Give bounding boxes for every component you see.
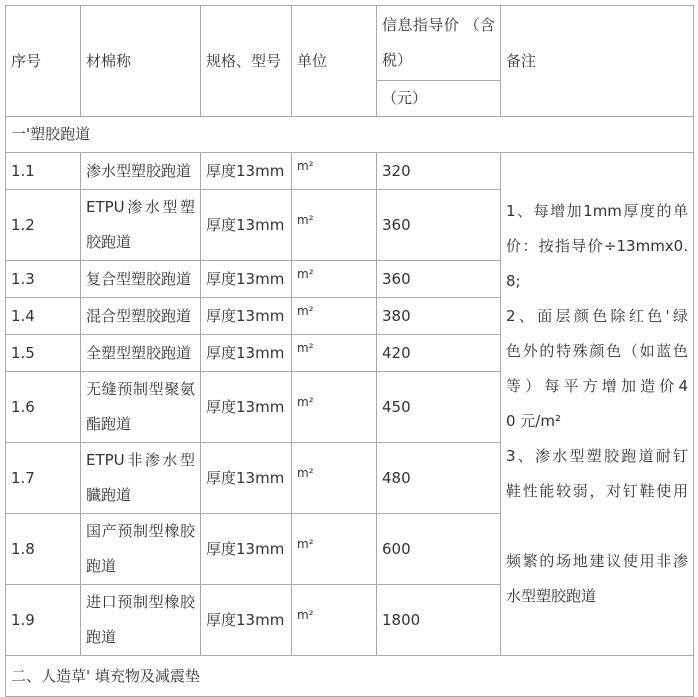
section-cell [6, 656, 694, 697]
material-name-cell [81, 298, 201, 335]
header-price-unit-cell [377, 81, 501, 117]
row-number: 1.8 [11, 539, 35, 558]
note-line: 鞋性能较弱，对钉鞋使用 [506, 482, 688, 500]
row-number: 1.1 [11, 161, 35, 180]
price: 600 [382, 539, 411, 558]
price-cell [377, 261, 501, 298]
row-number-cell [6, 190, 81, 261]
header-note-cell [501, 6, 694, 117]
price: 360 [382, 269, 411, 288]
spec-cell [201, 153, 292, 190]
note-line: 频繁的场地建议使用非渗 [506, 552, 688, 570]
header-note: 备注 [506, 51, 537, 70]
notes-cell [501, 153, 694, 656]
material-name-cell [81, 335, 201, 372]
spec-cell [201, 585, 292, 656]
material-name: 胶跑道 [86, 233, 132, 251]
spec: 厚度13mm [206, 539, 285, 558]
material-name: 无缝预制型聚氨 [86, 380, 195, 398]
material-name: 混合型塑胶跑道 [86, 306, 192, 325]
table-row [6, 153, 694, 190]
header-spec: 规格、型号 [206, 51, 282, 70]
price-cell [377, 514, 501, 585]
header-price-line1: 信息指导价 （含 [382, 16, 495, 34]
material-name: 进口预制型橡胶 [86, 593, 195, 611]
price-table [5, 5, 694, 697]
price-cell [377, 190, 501, 261]
spec: 厚度13mm [206, 306, 285, 325]
unit-cell [292, 298, 377, 335]
material-name: 渗水型塑胶跑道 [86, 161, 192, 180]
row-number: 1.9 [11, 610, 35, 629]
note-line: 2、面层颜色除红色'绿 [506, 307, 688, 325]
unit-cell [292, 335, 377, 372]
unit: m² [297, 466, 314, 480]
price-cell [377, 153, 501, 190]
price: 380 [382, 306, 411, 325]
header-price-line2: 税） [382, 51, 413, 69]
spec-cell [201, 335, 292, 372]
header-no-cell [6, 6, 81, 117]
note-spacer [506, 509, 688, 544]
unit: m² [297, 341, 314, 355]
material-name: 臓跑道 [86, 486, 132, 504]
spec-cell [201, 190, 292, 261]
material-name-cell [81, 261, 201, 298]
unit: m² [297, 395, 314, 409]
header-price-unit: （元） [382, 89, 428, 107]
price: 1800 [382, 610, 421, 629]
section-cell [6, 117, 694, 153]
material-name: 跑道 [86, 557, 117, 575]
note-line: 8; [506, 272, 521, 290]
unit: m² [297, 537, 314, 551]
header-unit: 单位 [297, 51, 328, 70]
material-name: 复合型塑胶跑道 [86, 269, 192, 288]
header-name-cell [81, 6, 201, 117]
spec-cell [201, 261, 292, 298]
note-line: 等）每平方增加造价4 [506, 377, 688, 395]
row-number: 1.7 [11, 468, 35, 487]
spec: 厚度13mm [206, 397, 285, 416]
note-line: 价：按指导价÷13mmx0. [506, 237, 688, 255]
spec-cell [201, 372, 292, 443]
header-name: 材棉称 [86, 51, 132, 70]
header-unit-cell [292, 6, 377, 117]
row-number-cell [6, 372, 81, 443]
material-name: 酯跑道 [86, 415, 132, 433]
spec: 厚度13mm [206, 269, 285, 288]
material-name-cell [81, 190, 201, 261]
row-number: 1.6 [11, 397, 35, 416]
unit-cell [292, 372, 377, 443]
row-number: 1.5 [11, 343, 35, 362]
price-cell [377, 443, 501, 514]
price-cell [377, 298, 501, 335]
material-name-cell [81, 585, 201, 656]
section-row [6, 117, 694, 153]
unit: m² [297, 608, 314, 622]
spec: 厚度13mm [206, 468, 285, 487]
unit: m² [297, 159, 314, 173]
row-number: 1.2 [11, 215, 35, 234]
price: 450 [382, 397, 411, 416]
price-cell [377, 335, 501, 372]
material-name: 国产预制型橡胶 [86, 522, 195, 540]
note-line: 水型塑胶跑道 [506, 587, 597, 605]
material-name: ETPU渗水型塑 [86, 198, 195, 216]
header-row [6, 6, 694, 81]
row-number-cell [6, 443, 81, 514]
spec-cell [201, 514, 292, 585]
unit-cell [292, 443, 377, 514]
section-title: 二、人造草' 填充物及减震垫 [11, 666, 200, 685]
header-no: 序号 [11, 51, 42, 70]
row-number: 1.3 [11, 269, 35, 288]
material-name-cell [81, 443, 201, 514]
price-cell [377, 372, 501, 443]
spec-cell [201, 443, 292, 514]
price: 480 [382, 468, 411, 487]
unit-cell [292, 261, 377, 298]
material-name: 全塑型塑胶跑道 [86, 343, 192, 362]
spec-cell [201, 298, 292, 335]
unit: m² [297, 213, 314, 227]
row-number-cell [6, 261, 81, 298]
unit-cell [292, 514, 377, 585]
material-name-cell [81, 372, 201, 443]
row-number-cell [6, 298, 81, 335]
note-line: 1、每增加1mm厚度的单 [506, 202, 688, 220]
unit-cell [292, 190, 377, 261]
header-price-cell [377, 6, 501, 81]
price-cell [377, 585, 501, 656]
section-row [6, 656, 694, 697]
spec: 厚度13mm [206, 343, 285, 362]
material-name-cell [81, 514, 201, 585]
unit-cell [292, 153, 377, 190]
unit: m² [297, 267, 314, 281]
row-number-cell [6, 335, 81, 372]
material-name-cell [81, 153, 201, 190]
price: 360 [382, 215, 411, 234]
spec: 厚度13mm [206, 161, 285, 180]
row-number-cell [6, 514, 81, 585]
spec: 厚度13mm [206, 610, 285, 629]
spec: 厚度13mm [206, 215, 285, 234]
unit-cell [292, 585, 377, 656]
header-spec-cell [201, 6, 292, 117]
material-name: ETPU非渗水型 [86, 451, 195, 469]
note-line: 色外的特殊颜色（如蓝色 [506, 342, 688, 360]
note-line: 3、渗水型塑胶跑道耐钉 [506, 447, 688, 465]
row-number-cell [6, 585, 81, 656]
row-number: 1.4 [11, 306, 35, 325]
material-name: 跑道 [86, 628, 117, 646]
price: 320 [382, 161, 411, 180]
section-title: 一'塑胶跑道 [11, 125, 91, 143]
unit: m² [297, 304, 314, 318]
note-line: 0 元/m² [506, 412, 561, 430]
price: 420 [382, 343, 411, 362]
row-number-cell [6, 153, 81, 190]
